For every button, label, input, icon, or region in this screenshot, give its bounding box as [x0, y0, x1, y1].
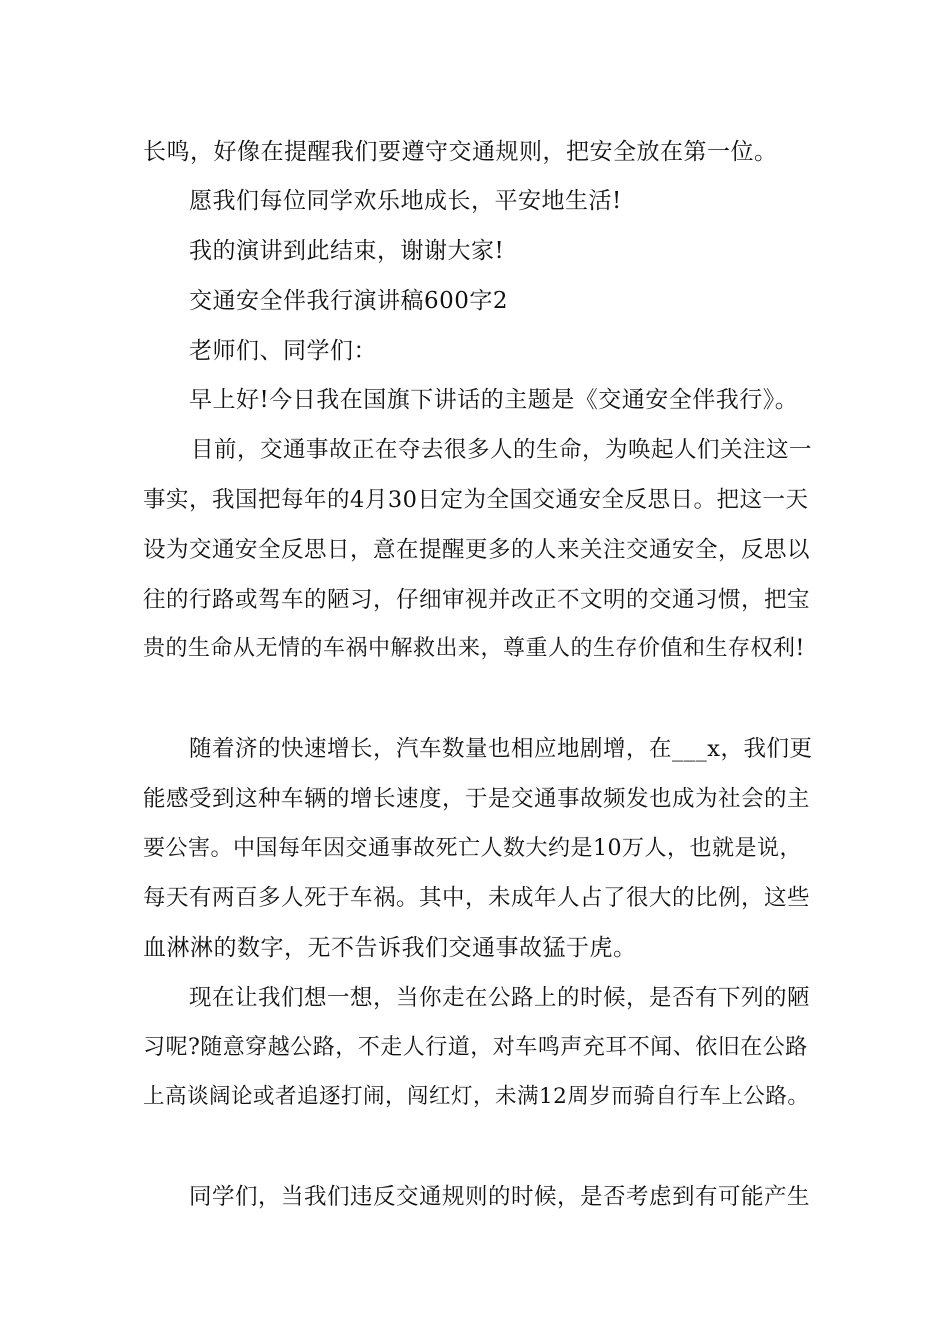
text-line: 交通安全伴我行演讲稿600字2 — [189, 288, 509, 314]
text-line: 随着济的快速增长，汽车数量也相应地剧增，在___x，我们更 — [189, 736, 813, 762]
text-line: 目前，交通事故正在夺去很多人的生命，为唤起人们关注这一 — [191, 437, 813, 463]
text-line: 设为交通安全反思日，意在提醒更多的人来关注交通安全，反思以 — [143, 537, 811, 563]
text-line: 往的行路或驾车的陋习，仔细审视并改正不文明的交通习惯，把宝 — [143, 587, 811, 613]
text-line: 贵的生命从无情的车祸中解救出来，尊重人的生存价值和生存权利! — [143, 636, 805, 661]
text-line: 能感受到这种车辆的增长速度，于是交通事故频发也成为社会的主 — [143, 786, 811, 812]
text-line: 我的演讲到此结束，谢谢大家! — [189, 238, 505, 264]
text-line: 每天有两百多人死于车祸。其中，未成年人占了很大的比例，这些 — [143, 885, 811, 911]
text-line: 要公害。中国每年因交通事故死亡人数大约是10万人，也就是说， — [143, 836, 802, 861]
text-line: 血淋淋的数字，无不告诉我们交通事故猛于虎。 — [143, 935, 637, 961]
text-line: 老师们、同学们： — [189, 338, 377, 364]
text-line: 现在让我们想一想，当你走在公路上的时候，是否有下列的陋 — [189, 985, 811, 1011]
text-line: 长鸣，好像在提醒我们要遵守交通规则，把安全放在第一位。 — [143, 139, 778, 165]
text-line: 早上好!今日我在国旗下讲话的主题是《交通安全伴我行》。 — [189, 387, 799, 413]
text-line: 上高谈阔论或者追逐打闹，闯红灯，未满12周岁而骑自行车上公路。 — [143, 1084, 810, 1109]
text-line: 同学们，当我们违反交通规则的时候，是否考虑到有可能产生 — [189, 1184, 811, 1210]
text-line: 事实，我国把每年的4月30日定为全国交通安全反思日。把这一天 — [143, 487, 809, 513]
text-line: 习呢?随意穿越公路，不走人行道，对车鸣声充耳不闻、依旧在公路 — [143, 1035, 808, 1060]
text-line: 愿我们每位同学欢乐地成长，平安地生活! — [189, 188, 622, 214]
